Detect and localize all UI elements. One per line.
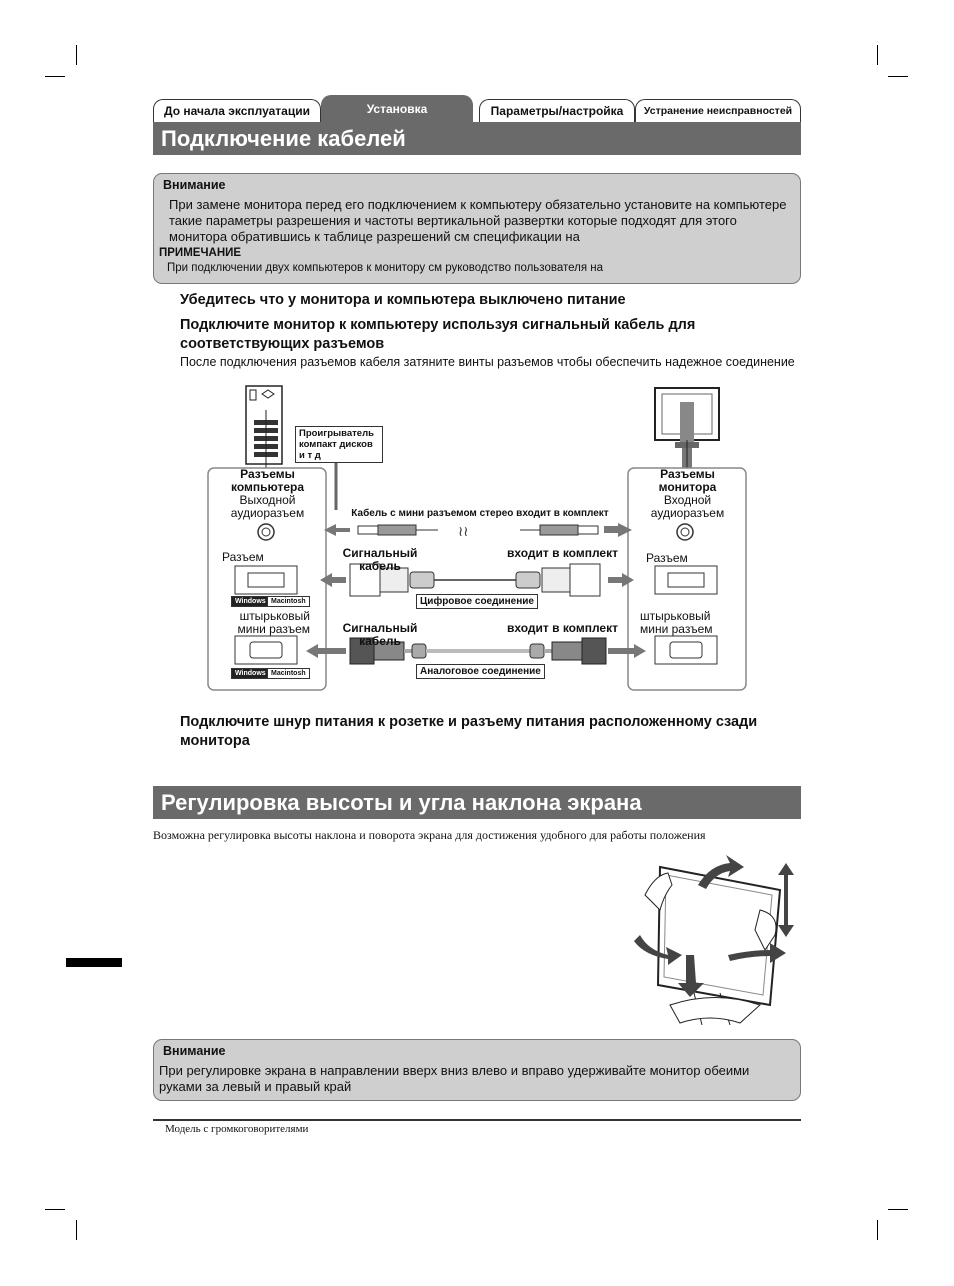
crop-mark [888, 1209, 908, 1210]
adjustment-attention-box [153, 1039, 801, 1101]
section-title: Подключение кабелей [153, 122, 801, 155]
tab-before-use[interactable]: До начала эксплуатации [153, 99, 321, 122]
signal-cable-label: Сигнальный кабель [342, 621, 418, 648]
mini-pin-label: штырьковый мини разъем [640, 609, 713, 636]
footer-divider [153, 1119, 801, 1121]
crop-mark [877, 1220, 878, 1240]
step-2-note: После подключения разъемов кабеля затяните винты разъемов чтобы обеспечить надежное соединение [180, 355, 795, 369]
analog-connection-label: Аналоговое соединение [416, 664, 545, 679]
section-title: Регулировка высоты и угла наклона экрана [153, 786, 801, 819]
windows-badge: Windows [231, 668, 270, 679]
pc-connectors-label: Разъемы компьютера [230, 467, 305, 494]
monitor-adjustment-illustration [620, 855, 800, 1025]
step-3: Подключите шнур питания к розетке и разъему питания расположенному сзади монитора [180, 714, 758, 749]
audio-cable-label: Кабель с мини разъемом стерео входит в комплект [351, 508, 609, 519]
included-label: входит в комплект [506, 546, 618, 560]
attention-heading: Внимание [163, 1044, 226, 1058]
step-2: Подключите монитор к компьютеру используя сигнальный кабель для соответствующих разъемов [180, 317, 696, 352]
tab-troubleshooting[interactable]: Устранение неисправностей [635, 99, 801, 122]
note-heading: ПРИМЕЧАНИЕ [159, 247, 242, 259]
crop-mark [888, 76, 908, 77]
attention-box [153, 173, 801, 284]
pc-audio-label: Выходной аудиоразъем [230, 493, 305, 520]
tab-installation[interactable]: Установка [321, 95, 473, 122]
connector-label: Разъем [646, 551, 688, 565]
included-label: входит в комплект [506, 621, 618, 635]
attention-text: При регулировке экрана в направлении вверх вниз влево и вправо удерживайте монитор обеими руками за левый и правый край [159, 1063, 750, 1094]
chapter-tabs [153, 95, 801, 122]
diagram-graphics [200, 380, 760, 700]
tab-settings[interactable]: Параметры/настройка [479, 99, 635, 122]
connector-label: Разъем [222, 550, 264, 564]
footer-note: Модель с громкоговорителями [165, 1123, 309, 1135]
note-text: При подключении двух компьютеров к монитору см руководство пользователя на [167, 262, 603, 274]
attention-heading: Внимание [163, 178, 226, 192]
step-1: Убедитесь что у монитора и компьютера выключено питание [180, 292, 626, 308]
windows-badge: Windows [231, 596, 270, 607]
page-side-tab [66, 958, 122, 967]
macintosh-badge: Macintosh [267, 668, 310, 679]
section-intro: Возможна регулировка высоты наклона и поворота экрана для достижения удобного для работы положения [153, 828, 706, 842]
crop-mark [76, 1220, 77, 1240]
cd-player-label: Проигрыватель компакт дисков и т д [295, 426, 383, 463]
crop-mark [45, 76, 65, 77]
attention-text: При замене монитора перед его подключением к компьютеру обязательно установите на компьютере такие параметры разрешения и частоты вертикальной развертки которые подходят для этого монитора обратившись к таблице разрешений см спецификации на [169, 197, 787, 244]
crop-mark [76, 45, 77, 65]
mini-pin-label: штырьковый мини разъем [237, 609, 310, 636]
signal-cable-label: Сигнальный кабель [342, 546, 418, 573]
monitor-connectors-label: Разъемы монитора [658, 467, 717, 494]
svg-text:≀≀: ≀≀ [458, 525, 469, 540]
macintosh-badge: Macintosh [267, 596, 310, 607]
crop-mark [45, 1209, 65, 1210]
connection-diagram [200, 380, 760, 700]
monitor-audio-label: Входной аудиоразъем [650, 493, 725, 520]
digital-connection-label: Цифровое соединение [416, 594, 538, 609]
crop-mark [877, 45, 878, 65]
